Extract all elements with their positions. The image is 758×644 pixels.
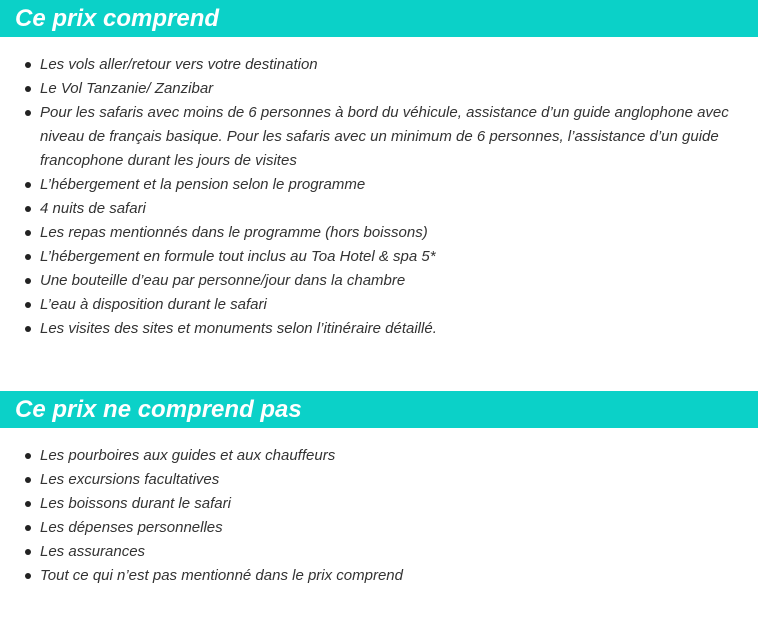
bullet-icon [25, 549, 31, 555]
list-item-text: Les dépenses personnelles [40, 519, 223, 536]
list-item [0, 516, 758, 540]
bullet-icon [25, 182, 31, 188]
list-item-text: Les boissons durant le safari [40, 495, 231, 512]
list-item [0, 269, 758, 293]
list-item-text: Les pourboires aux guides et aux chauffeurs [40, 447, 336, 464]
list-item [0, 492, 758, 516]
bullet-icon [25, 573, 31, 579]
list-item [0, 540, 758, 564]
list-item-text: L’hébergement et la pension selon le programme [40, 176, 366, 193]
list-item-text: Les assurances [40, 543, 146, 560]
bullet-icon [25, 230, 31, 236]
bullet-icon [25, 110, 31, 116]
excluded-list [0, 444, 758, 588]
bullet-icon [25, 254, 31, 260]
list-item [0, 77, 758, 101]
list-item [0, 197, 758, 221]
bullet-icon [25, 477, 31, 483]
included-list [0, 53, 758, 341]
list-item-text: 4 nuits de safari [40, 200, 146, 217]
bullet-icon [25, 501, 31, 507]
bullet-icon [25, 62, 31, 68]
list-item-text: Les excursions facultatives [40, 471, 220, 488]
included-section-title: Ce prix comprend [0, 0, 758, 37]
bullet-icon [25, 302, 31, 308]
bullet-icon [25, 206, 31, 212]
list-item-text: Tout ce qui n’est pas mentionné dans le prix comprend [40, 567, 403, 584]
list-item [0, 317, 758, 341]
list-item-text: Pour les safaris avec moins de 6 personnes à bord du véhicule, assistance d’un guide anglophone avec niveau de français basique. Pour les safaris avec un minimum de 6 personnes, l’assistance d’un guide francophone durant les jours de visites [40, 104, 729, 169]
list-item [0, 245, 758, 269]
list-item-text: L’eau à disposition durant le safari [40, 296, 267, 313]
bullet-icon [25, 525, 31, 531]
list-item [0, 173, 758, 197]
list-item [0, 221, 758, 245]
list-item-text: Le Vol Tanzanie/ Zanzibar [40, 80, 214, 97]
bullet-icon [25, 453, 31, 459]
excluded-section-title: Ce prix ne comprend pas [0, 391, 758, 428]
list-item-text: Les vols aller/retour vers votre destination [40, 56, 318, 73]
bullet-icon [25, 278, 31, 284]
list-item [0, 564, 758, 588]
list-item-text: Une bouteille d’eau par personne/jour dans la chambre [40, 272, 406, 289]
list-item-text: L’hébergement en formule tout inclus au Toa Hotel & spa 5* [40, 248, 436, 265]
list-item-text: Les repas mentionnés dans le programme (hors boissons) [40, 224, 428, 241]
list-item [0, 444, 758, 468]
bullet-icon [25, 86, 31, 92]
list-item-text: Les visites des sites et monuments selon l’itinéraire détaillé. [40, 320, 437, 337]
list-item [0, 53, 758, 77]
list-item [0, 293, 758, 317]
bullet-icon [25, 326, 31, 332]
list-item [0, 101, 758, 173]
list-item [0, 468, 758, 492]
